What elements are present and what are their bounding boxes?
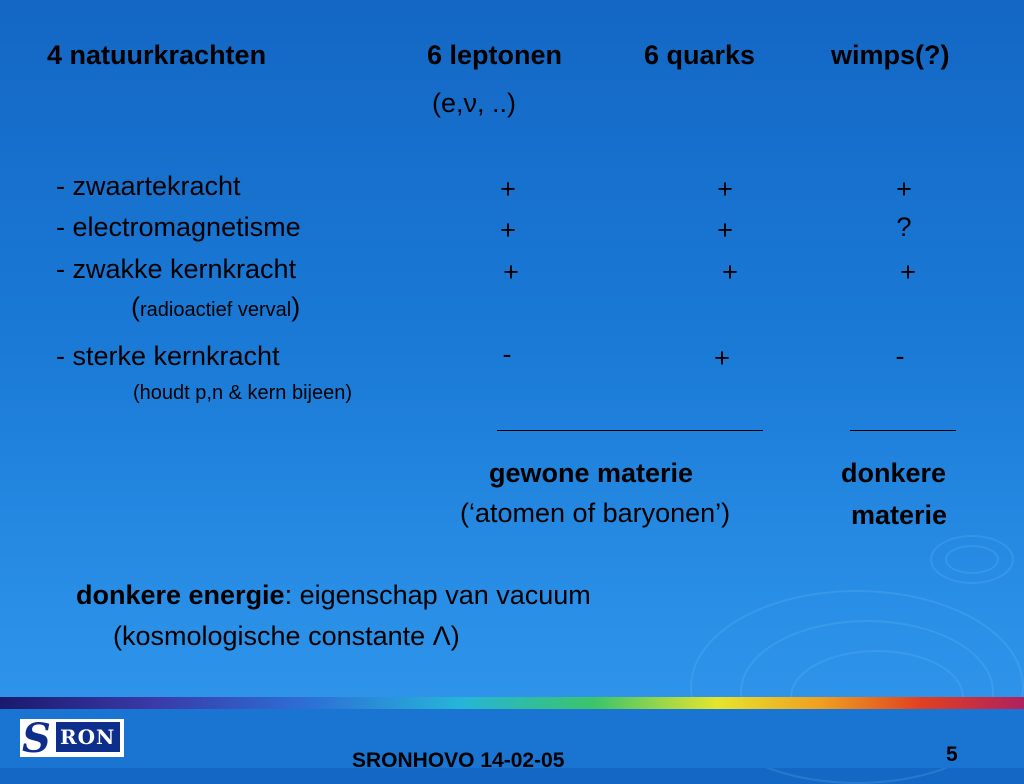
dark-energy-line2: (kosmologische constante Λ) xyxy=(113,621,460,651)
force-label-em: - electromagnetisme xyxy=(56,212,301,242)
force-label-weak: - zwakke kernkracht xyxy=(56,254,297,284)
dark-matter-line2: materie xyxy=(851,500,948,530)
dark-energy-line1 xyxy=(76,580,591,611)
dark-energy-term: donkere energie xyxy=(76,580,285,610)
footer-text: SRONHOVO 14-02-05 xyxy=(352,749,565,772)
force-label-gravity: - zwaartekracht xyxy=(56,171,241,201)
force-note-weak: (radioactief verval) xyxy=(131,292,301,322)
header-leptons: 6 leptonen xyxy=(427,40,563,70)
cell-em-wimps: ? xyxy=(896,212,912,242)
ordinary-matter-title: gewone materie xyxy=(489,458,694,488)
sron-logo: S RON xyxy=(20,719,124,757)
cell-weak-leptons: + xyxy=(503,257,519,287)
header-quarks: 6 quarks xyxy=(644,40,756,70)
cell-strong-wimps: - xyxy=(895,341,905,371)
cell-em-leptons: + xyxy=(500,215,516,245)
footer-rainbow-bar xyxy=(0,697,1024,709)
header-forces: 4 natuurkrachten xyxy=(47,40,267,70)
ordinary-matter-rule xyxy=(497,430,763,431)
cell-weak-wimps: + xyxy=(900,257,916,287)
cell-em-quarks: + xyxy=(717,215,733,245)
cell-gravity-quarks: + xyxy=(717,174,733,204)
cell-gravity-wimps: + xyxy=(896,174,912,204)
ordinary-matter-sub: (‘atomen of baryonen’) xyxy=(460,498,731,528)
dark-matter-line1: donkere xyxy=(841,458,947,488)
header-wimps: wimps(?) xyxy=(831,40,950,70)
cell-strong-leptons: - xyxy=(502,339,512,369)
dark-matter-rule xyxy=(850,430,956,431)
force-note-strong: (houdt p,n & kern bijeen) xyxy=(133,382,353,404)
cell-strong-quarks: + xyxy=(714,343,730,373)
force-label-strong: - sterke kernkracht xyxy=(56,341,280,371)
cell-weak-quarks: + xyxy=(722,257,738,287)
cell-gravity-leptons: + xyxy=(500,174,516,204)
header-leptons-sub: (e,ν, ..) xyxy=(432,88,517,118)
page-number: 5 xyxy=(946,743,958,766)
dark-energy-rest: : eigenschap van vacuum xyxy=(284,580,591,610)
